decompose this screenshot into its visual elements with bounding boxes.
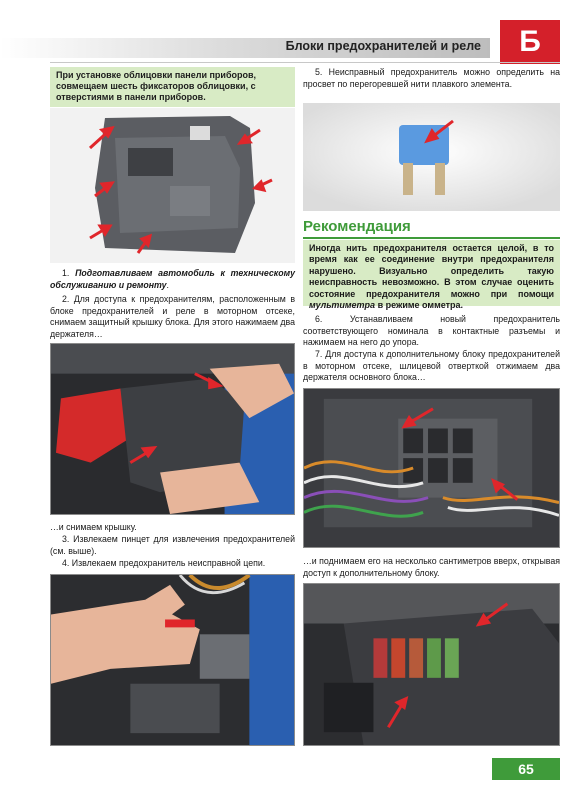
photo-fuse-box-cover (50, 343, 295, 515)
recommendation-divider (303, 237, 560, 239)
step-2b-text: …и снимаем крышку. (50, 522, 137, 532)
photo-blown-fuse (303, 103, 560, 211)
step-4-text: 4. Извлекаем предохранитель неисправной цепи. (62, 558, 266, 568)
photo-dashboard-cover (50, 108, 295, 263)
step-2-paragraph (50, 294, 295, 340)
recommendation-title: Рекомендация (303, 218, 411, 235)
recommendation-text-2: в режиме омметра. (375, 300, 464, 311)
step-3-text: 3. Извлекаем пинцет для извлечения предохранителей (см. выше). (50, 534, 295, 556)
caption-text: При установке облицовки панели приборов, совмещаем шесть фиксаторов облицовки, с отверстиями в панели приборов. (56, 70, 257, 102)
step-6-text: 6. Устанавливаем новый предохранитель соответствующего номинала в контактные разъемы и нажимаем на него до упора. (303, 314, 560, 348)
photo-main-fuse-block (303, 388, 560, 548)
step-3-paragraph (50, 534, 295, 557)
step-2b-paragraph (50, 522, 295, 534)
step-7b-text: …и поднимаем его на несколько сантиметров вверх, открывая доступ к дополнительному блоку. (303, 556, 560, 578)
section-tab: Б (500, 20, 560, 64)
page-header-title: Блоки предохранителей и реле (285, 39, 481, 53)
recommendation-emphasis: мультиметра (309, 300, 376, 311)
photo-additional-fuse-block (303, 583, 560, 746)
caption-box (50, 67, 295, 107)
step-5-paragraph (303, 67, 560, 90)
recommendation-text-1: Иногда нить предохранителя остается целой, в то время как ее соединение внутри предохранителя нарушено. Визуально определить такую неисправность невозможно. В этом случае оценить состояние предохранителя можно при помощи (309, 243, 554, 299)
photo-removing-fuse (50, 574, 295, 746)
step-7b-paragraph (303, 556, 560, 579)
step-7-text: 7. Для доступа к дополнительному блоку предохранителей в моторном отсеке, шлицевой отверткой отжимаем два держателя основного блока… (303, 349, 560, 383)
step-2-text: 2. Для доступа к предохранителям, расположенным в блоке предохранителей и реле в моторном отсеке, снимаем защитный крышку блока. Для этого нажимаем два держателя… (50, 294, 295, 339)
step-1-emphasis: Подготавливаем автомобиль к техническому обслуживанию и ремонту (50, 268, 295, 290)
step-1-paragraph (50, 268, 295, 291)
step-5-text: 5. Неисправный предохранитель можно определить на просвет по перегоревшей нити плавкого элемента. (303, 67, 560, 89)
page-number: 65 (492, 758, 560, 780)
step-1-suffix: . (166, 279, 169, 290)
step-6-paragraph (303, 314, 560, 349)
header-divider (50, 62, 560, 63)
step-7-paragraph (303, 349, 560, 384)
recommendation-box (303, 240, 560, 311)
step-4-paragraph (50, 558, 295, 570)
step-1-prefix: 1. (62, 268, 76, 278)
